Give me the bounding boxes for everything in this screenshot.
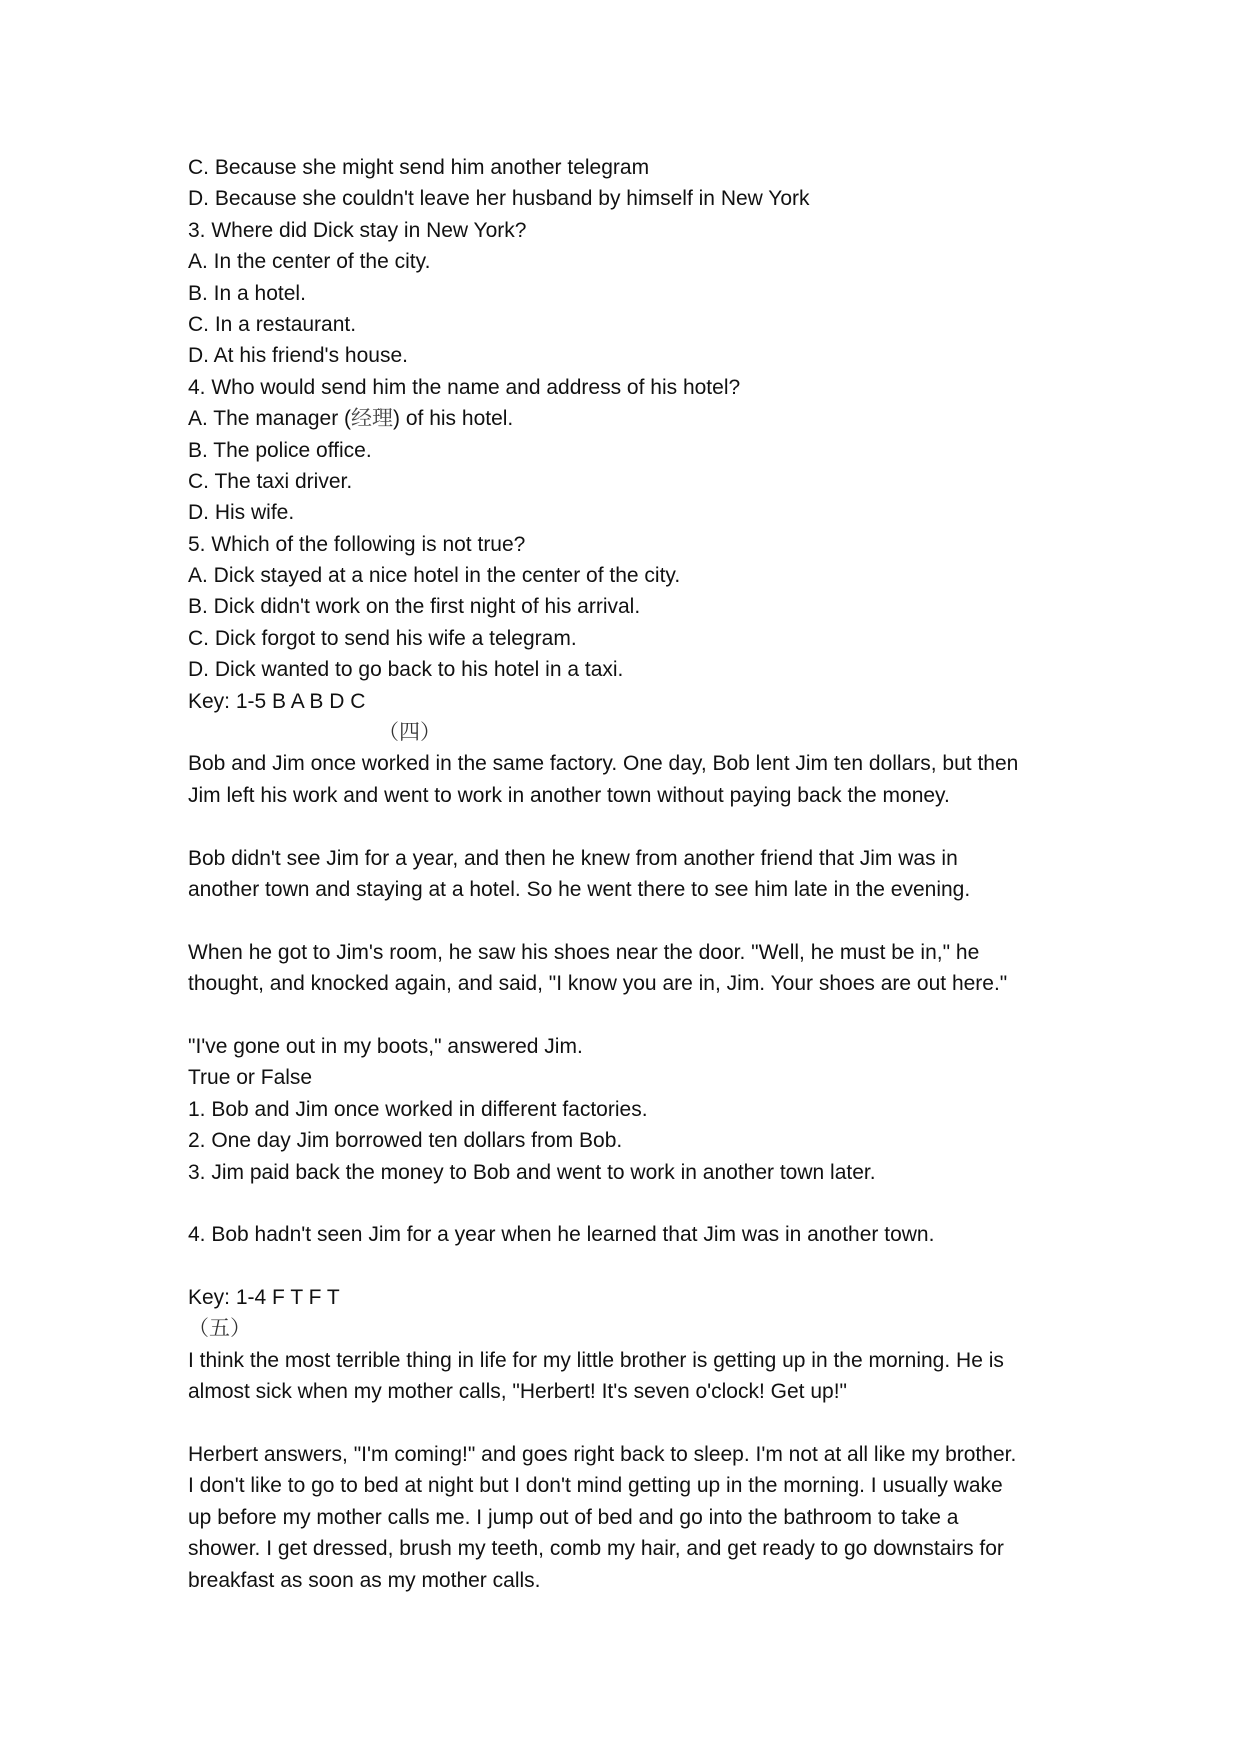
section4-heading: （四） bbox=[378, 720, 441, 745]
q2-option-c: C. Because she might send him another telegram bbox=[188, 156, 650, 179]
q3-option-a: A. In the center of the city. bbox=[188, 250, 431, 274]
q4-option-a-chinese: 经理 bbox=[351, 406, 394, 431]
q4-option-a bbox=[188, 403, 1068, 434]
document-page bbox=[188, 152, 1068, 1596]
paragraph-gap bbox=[188, 811, 1068, 842]
q3-option-d: D. At his friend's house. bbox=[188, 344, 408, 368]
s4-para3-line2: thought, and knocked again, and said, "I know you are in, Jim. Your shoes are out here." bbox=[188, 972, 1008, 996]
tf-statement-1: 1. Bob and Jim once worked in different factories. bbox=[188, 1097, 648, 1121]
paragraph-gap bbox=[188, 1188, 1068, 1219]
section5-heading: （五） bbox=[188, 1316, 251, 1341]
s5-para2-line4: shower. I get dressed, brush my teeth, comb my hair, and get ready to go downstairs for bbox=[188, 1537, 1004, 1561]
s5-para2-line3: up before my mother calls me. I jump out of bed and go into the bathroom to take a bbox=[188, 1505, 959, 1529]
tf-statement-3: 3. Jim paid back the money to Bob and went to work in another town later. bbox=[188, 1160, 876, 1184]
q5-option-b: B. Dick didn't work on the first night of his arrival. bbox=[188, 595, 641, 619]
tf-statement-4: 4. Bob hadn't seen Jim for a year when he learned that Jim was in another town. bbox=[188, 1223, 935, 1247]
section4-key: Key: 1-4 F T F T bbox=[188, 1286, 340, 1310]
q4-question: 4. Who would send him the name and address of his hotel? bbox=[188, 375, 741, 399]
s5-para1-line2: almost sick when my mother calls, "Herbert! It's seven o'clock! Get up!" bbox=[188, 1380, 847, 1404]
q3-question: 3. Where did Dick stay in New York? bbox=[188, 218, 527, 242]
q5-option-a: A. Dick stayed at a nice hotel in the center of the city. bbox=[188, 564, 681, 588]
q5-option-d: D. Dick wanted to go back to his hotel in a taxi. bbox=[188, 658, 624, 682]
paragraph-gap bbox=[188, 1408, 1068, 1439]
s5-para2-line1: Herbert answers, "I'm coming!" and goes right back to sleep. I'm not at all like my brother. bbox=[188, 1443, 1017, 1467]
q4-option-c: C. The taxi driver. bbox=[188, 469, 353, 493]
q3-option-c: C. In a restaurant. bbox=[188, 312, 357, 336]
s4-para2-line2: another town and staying at a hotel. So he went there to see him late in the evening. bbox=[188, 877, 971, 901]
s4-para2-line1: Bob didn't see Jim for a year, and then he knew from another friend that Jim was in bbox=[188, 846, 958, 870]
q4-option-b: B. The police office. bbox=[188, 438, 372, 462]
paragraph-gap bbox=[188, 1000, 1068, 1031]
q5-option-c: C. Dick forgot to send his wife a telegram. bbox=[188, 626, 577, 650]
tf-statement-2: 2. One day Jim borrowed ten dollars from Bob. bbox=[188, 1129, 623, 1153]
s5-para2-line2: I don't like to go to bed at night but I don't mind getting up in the morning. I usually wake bbox=[188, 1474, 1003, 1498]
q3-option-b: B. In a hotel. bbox=[188, 281, 306, 305]
s4-para4: "I've gone out in my boots," answered Jim. bbox=[188, 1034, 583, 1058]
q4-option-d: D. His wife. bbox=[188, 501, 295, 525]
s5-para2-line5: breakfast as soon as my mother calls. bbox=[188, 1568, 541, 1592]
paragraph-gap bbox=[188, 905, 1068, 936]
s4-para3-line1: When he got to Jim's room, he saw his shoes near the door. "Well, he must be in," he bbox=[188, 940, 980, 964]
section3-key: Key: 1-5 B A B D C bbox=[188, 689, 366, 713]
q5-question: 5. Which of the following is not true? bbox=[188, 532, 526, 556]
q2-option-d: D. Because she couldn't leave her husband by himself in New York bbox=[188, 187, 810, 211]
q4-option-a-before: A. The manager ( bbox=[188, 407, 352, 431]
s4-para1-line2: Jim left his work and went to work in another town without paying back the money. bbox=[188, 783, 950, 807]
q4-option-a-after: ) of his hotel. bbox=[393, 407, 514, 431]
tf-title: True or False bbox=[188, 1066, 313, 1090]
s5-para1-line1: I think the most terrible thing in life for my little brother is getting up in the morning. He is bbox=[188, 1348, 1004, 1372]
paragraph-gap bbox=[188, 1251, 1068, 1282]
s4-para1-line1: Bob and Jim once worked in the same factory. One day, Bob lent Jim ten dollars, but then bbox=[188, 752, 1019, 776]
